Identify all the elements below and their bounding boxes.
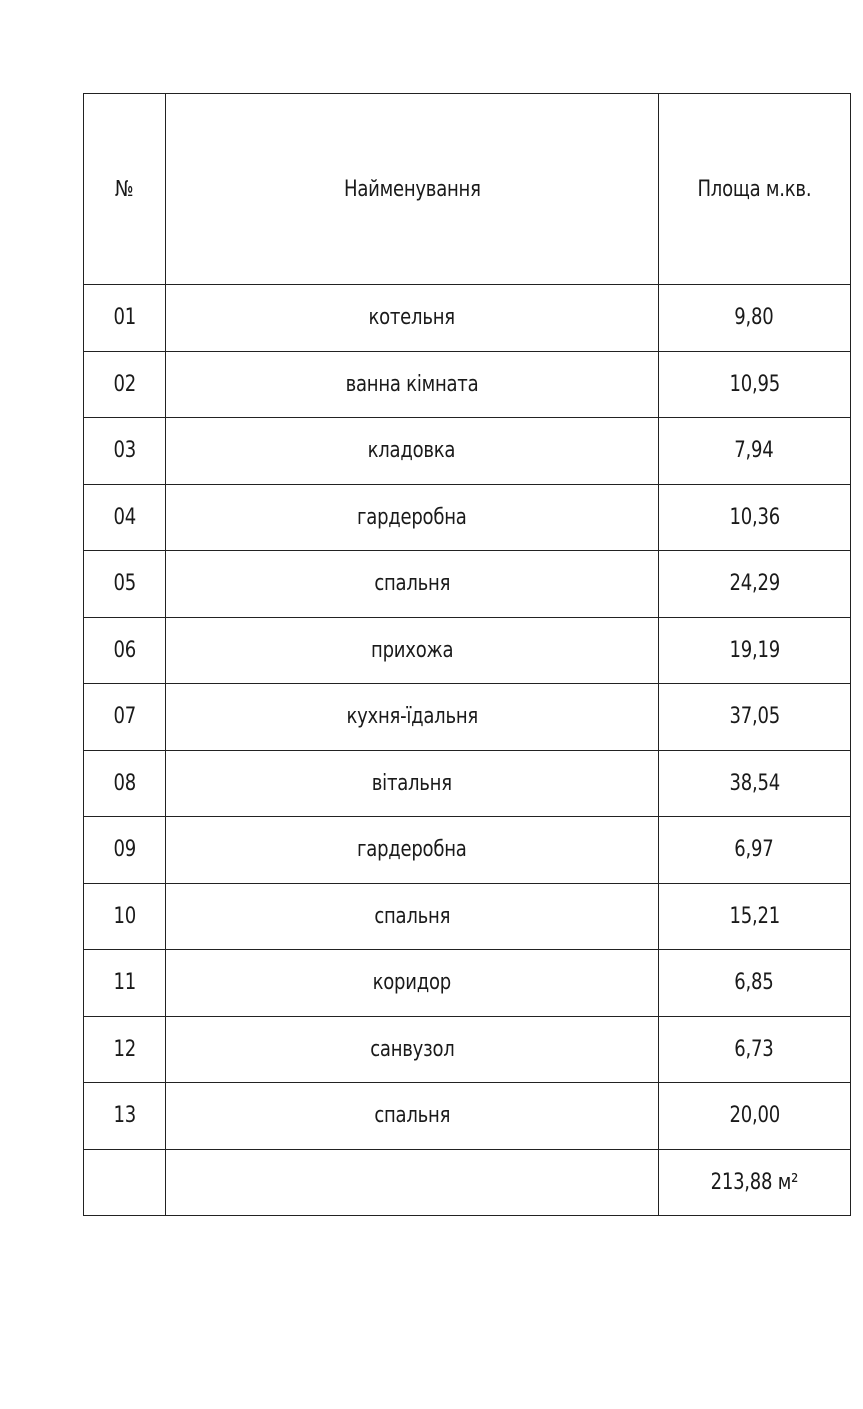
table-row bbox=[84, 285, 851, 352]
row-area: 9,80 bbox=[658, 285, 850, 352]
row-name: кухня-їдальня bbox=[166, 684, 659, 751]
row-area: 6,85 bbox=[658, 950, 850, 1017]
row-name: санвузол bbox=[166, 1016, 659, 1083]
row-number: 12 bbox=[84, 1016, 166, 1083]
table-row bbox=[84, 1083, 851, 1150]
row-number: 01 bbox=[84, 285, 166, 352]
total-area: 213,88 м² bbox=[658, 1149, 850, 1216]
table-row bbox=[84, 950, 851, 1017]
row-number: 03 bbox=[84, 418, 166, 485]
row-number: 11 bbox=[84, 950, 166, 1017]
total-row bbox=[84, 1149, 851, 1216]
row-area: 6,73 bbox=[658, 1016, 850, 1083]
row-area: 6,97 bbox=[658, 817, 850, 884]
row-number: 13 bbox=[84, 1083, 166, 1150]
table-row bbox=[84, 684, 851, 751]
row-name: спальня bbox=[166, 883, 659, 950]
row-number: 09 bbox=[84, 817, 166, 884]
row-area: 38,54 bbox=[658, 750, 850, 817]
row-name: гардеробна bbox=[166, 484, 659, 551]
table-row bbox=[84, 484, 851, 551]
total-name-cell bbox=[166, 1149, 659, 1216]
row-name: кладовка bbox=[166, 418, 659, 485]
row-area: 19,19 bbox=[658, 617, 850, 684]
row-name: вітальня bbox=[166, 750, 659, 817]
table-row bbox=[84, 817, 851, 884]
row-name: прихожа bbox=[166, 617, 659, 684]
row-area: 24,29 bbox=[658, 551, 850, 618]
row-number: 05 bbox=[84, 551, 166, 618]
row-name: гардеробна bbox=[166, 817, 659, 884]
row-area: 20,00 bbox=[658, 1083, 850, 1150]
row-name: спальня bbox=[166, 1083, 659, 1150]
room-area-table bbox=[83, 93, 851, 1216]
row-number: 04 bbox=[84, 484, 166, 551]
table-row bbox=[84, 1016, 851, 1083]
table-row bbox=[84, 551, 851, 618]
header-area: Площа м.кв. bbox=[658, 94, 850, 285]
row-number: 02 bbox=[84, 351, 166, 418]
table-row bbox=[84, 883, 851, 950]
row-name: коридор bbox=[166, 950, 659, 1017]
row-name: ванна кімната bbox=[166, 351, 659, 418]
row-number: 10 bbox=[84, 883, 166, 950]
row-area: 37,05 bbox=[658, 684, 850, 751]
table-row bbox=[84, 750, 851, 817]
table-row bbox=[84, 351, 851, 418]
row-area: 10,36 bbox=[658, 484, 850, 551]
header-name: Найменування bbox=[166, 94, 659, 285]
row-number: 06 bbox=[84, 617, 166, 684]
row-name: котельня bbox=[166, 285, 659, 352]
total-number-cell bbox=[84, 1149, 166, 1216]
header-number: № bbox=[84, 94, 166, 285]
header-row bbox=[84, 94, 851, 285]
row-number: 08 bbox=[84, 750, 166, 817]
table-row bbox=[84, 617, 851, 684]
row-number: 07 bbox=[84, 684, 166, 751]
row-area: 10,95 bbox=[658, 351, 850, 418]
row-area: 15,21 bbox=[658, 883, 850, 950]
row-area: 7,94 bbox=[658, 418, 850, 485]
table-row bbox=[84, 418, 851, 485]
row-name: спальня bbox=[166, 551, 659, 618]
